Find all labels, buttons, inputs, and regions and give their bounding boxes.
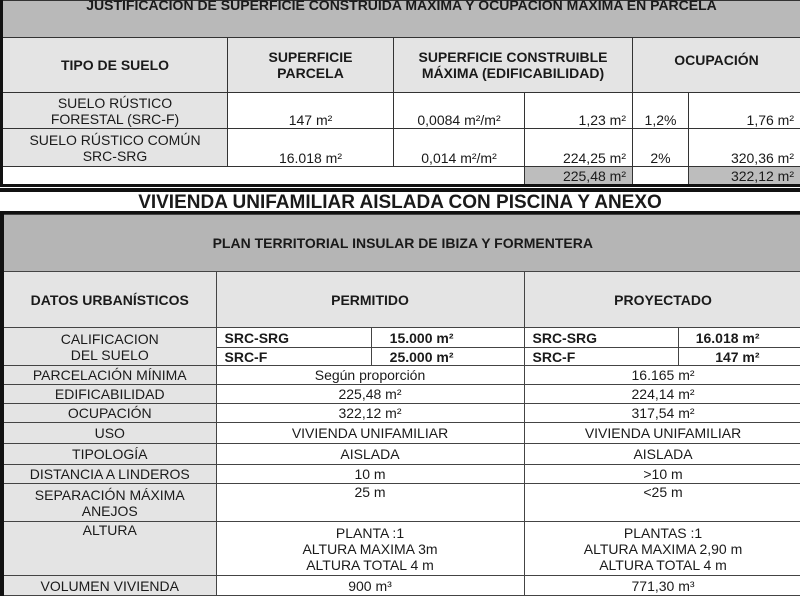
proyectado-tipo: SRC-SRG xyxy=(524,328,678,348)
ocupacion-cell: 1,76 m² xyxy=(689,93,800,129)
table-row xyxy=(2,129,800,167)
row-label: OCUPACIÓN xyxy=(2,404,216,423)
table-row xyxy=(2,385,800,404)
totals-row xyxy=(2,167,800,186)
urban-data-table xyxy=(0,214,800,596)
header-datos: DATOS URBANÍSTICOS xyxy=(2,272,216,328)
proyectado-valor: 147 m² xyxy=(678,348,800,366)
table-row xyxy=(2,328,800,348)
proyectado-value: 771,30 m³ xyxy=(524,576,800,596)
superficie-cell: 147 m² xyxy=(228,93,394,129)
table-row xyxy=(2,576,800,596)
row-label: USO xyxy=(2,423,216,444)
surface-justification-table xyxy=(0,0,800,187)
permitido-value: 10 m xyxy=(216,465,524,484)
edificable-cell: 224,25 m² xyxy=(525,129,633,167)
table-row xyxy=(2,93,800,129)
permitido-tipo: SRC-SRG xyxy=(216,328,371,348)
table2-title: PLAN TERRITORIAL INSULAR DE IBIZA Y FORMENTERA xyxy=(2,215,800,272)
permitido-value: Según proporción xyxy=(216,366,524,385)
total-ocupacion: 322,12 m² xyxy=(689,167,800,186)
header-proyectado: PROYECTADO xyxy=(524,272,800,328)
porcentaje-cell: 2% xyxy=(633,129,689,167)
row-label: TIPOLOGÍA xyxy=(2,444,216,465)
proyectado-value: AISLADA xyxy=(524,444,800,465)
proyectado-value: <25 m xyxy=(524,484,800,522)
ocupacion-cell: 320,36 m² xyxy=(689,129,800,167)
row-label: ALTURA xyxy=(2,522,216,576)
section-title: VIVIENDA UNIFAMILIAR AISLADA CON PISCINA Y ANEXO xyxy=(0,188,800,214)
permitido-valor: 25.000 m² xyxy=(371,348,524,366)
total-edificable: 225,48 m² xyxy=(525,167,633,186)
permitido-valor: 15.000 m² xyxy=(371,328,524,348)
proyectado-value: >10 m xyxy=(524,465,800,484)
proyectado-valor: 16.018 m² xyxy=(678,328,800,348)
tipo-suelo-cell: SUELO RÚSTICO FORESTAL (SRC-F) xyxy=(2,93,228,129)
table-row xyxy=(2,484,800,522)
proyectado-value: 16.165 m² xyxy=(524,366,800,385)
permitido-altura: PLANTA :1 ALTURA MAXIMA 3m ALTURA TOTAL 4 m xyxy=(216,522,524,576)
proyectado-value: 317,54 m² xyxy=(524,404,800,423)
permitido-value: 322,12 m² xyxy=(216,404,524,423)
header-superficie-parcela: SUPERFICIE PARCELA xyxy=(228,38,394,93)
row-label: SEPARACIÓN MÁXIMA ANEJOS xyxy=(2,484,216,522)
edificable-cell: 1,23 m² xyxy=(525,93,633,129)
proyectado-tipo: SRC-F xyxy=(524,348,678,366)
porcentaje-cell: 1,2% xyxy=(633,93,689,129)
permitido-value: VIVIENDA UNIFAMILIAR xyxy=(216,423,524,444)
row-label: EDIFICABILIDAD xyxy=(2,385,216,404)
table-row xyxy=(2,366,800,385)
proyectado-altura: PLANTAS :1 ALTURA MAXIMA 2,90 m ALTURA TOTAL 4 m xyxy=(524,522,800,576)
permitido-value: 25 m xyxy=(216,484,524,522)
header-ocupacion: OCUPACIÓN xyxy=(633,38,800,93)
permitido-value: AISLADA xyxy=(216,444,524,465)
header-permitido: PERMITIDO xyxy=(216,272,524,328)
table1-title: JUSTIFICACION DE SUPERFICIE CONSTRUIDA MAXIMA Y OCUPACION MAXIMA EN PARCELA xyxy=(2,1,800,38)
permitido-value: 900 m³ xyxy=(216,576,524,596)
table-row xyxy=(2,465,800,484)
proyectado-value: VIVIENDA UNIFAMILIAR xyxy=(524,423,800,444)
coeficiente-cell: 0,014 m²/m² xyxy=(394,129,525,167)
header-tipo-suelo: TIPO DE SUELO xyxy=(2,38,228,93)
proyectado-value: 224,14 m² xyxy=(524,385,800,404)
row-label: VOLUMEN VIVIENDA xyxy=(2,576,216,596)
table-row xyxy=(2,423,800,444)
permitido-value: 225,48 m² xyxy=(216,385,524,404)
header-superficie-construible: SUPERFICIE CONSTRUIBLE MÁXIMA (EDIFICABILIDAD) xyxy=(394,38,633,93)
permitido-tipo: SRC-F xyxy=(216,348,371,366)
tipo-suelo-cell: SUELO RÚSTICO COMÚN SRC-SRG xyxy=(2,129,228,167)
row-label: DISTANCIA A LINDEROS xyxy=(2,465,216,484)
table-row xyxy=(2,444,800,465)
table-row xyxy=(2,522,800,576)
calificacion-label: CALIFICACION DEL SUELO xyxy=(2,328,216,366)
row-label: PARCELACIÓN MÍNIMA xyxy=(2,366,216,385)
table-row xyxy=(2,404,800,423)
superficie-cell: 16.018 m² xyxy=(228,129,394,167)
coeficiente-cell: 0,0084 m²/m² xyxy=(394,93,525,129)
